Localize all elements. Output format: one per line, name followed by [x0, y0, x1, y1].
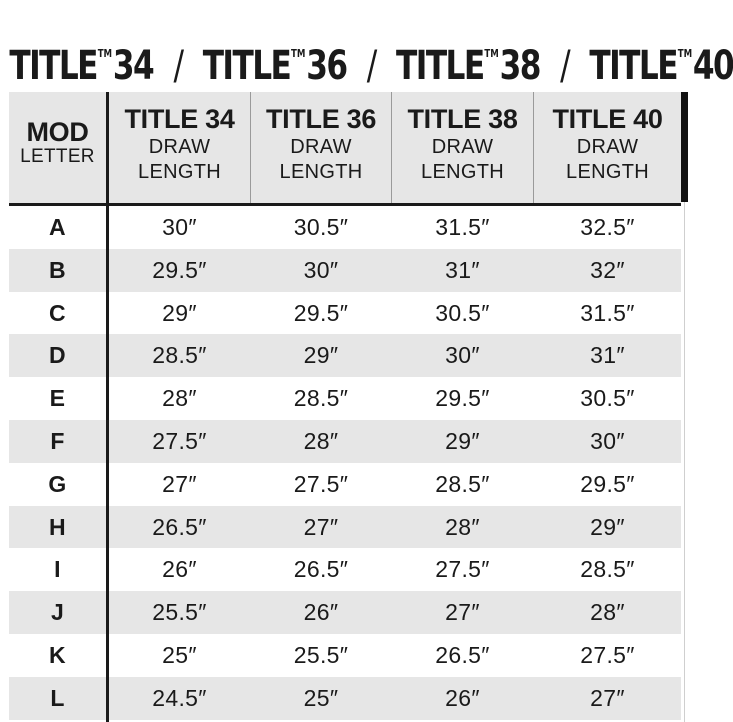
draw-length-cell: 28″: [590, 599, 625, 626]
mod-letter-cell: I: [54, 556, 61, 583]
mod-letter-cell: C: [49, 299, 66, 326]
separator: /: [366, 43, 376, 89]
mod-letter-cell: D: [49, 342, 66, 369]
draw-length-table: [9, 92, 688, 722]
draw-length-cell: 25″: [303, 684, 339, 711]
draw-length-cell: 25.5″: [152, 599, 207, 626]
table-row: [9, 420, 681, 463]
table-row: [9, 506, 681, 549]
draw-length-cell: 30″: [162, 214, 197, 240]
draw-length-cell: 30″: [590, 427, 625, 454]
table-row: [9, 634, 681, 677]
draw-length-cell: 29″: [590, 513, 625, 540]
header-mod-letter: MOD LETTER: [20, 117, 95, 167]
draw-length-cell: 31″: [590, 342, 625, 369]
header-divider: [391, 92, 392, 203]
draw-length-cell: 29″: [162, 299, 197, 326]
table-row: [9, 463, 681, 506]
mod-letter-cell: G: [48, 470, 67, 497]
draw-length-cell: 25.5″: [293, 641, 349, 668]
draw-length-cell: 27.5″: [435, 556, 490, 583]
header-title-40: TITLE 40 DRAW LENGTH: [552, 104, 663, 183]
draw-length-cell: 28.5″: [293, 385, 349, 412]
draw-length-cell: 30″: [303, 256, 339, 283]
draw-length-cell: 29″: [445, 427, 480, 454]
draw-length-cell: 28.5″: [435, 470, 490, 497]
draw-length-cell: 26″: [162, 556, 197, 583]
title-38-label: TITLE™38: [396, 43, 540, 89]
table-row: [9, 334, 681, 377]
draw-length-cell: 31″: [445, 256, 480, 283]
draw-length-cell: 26.5″: [435, 641, 490, 668]
draw-length-cell: 27.5″: [580, 641, 635, 668]
draw-length-cell: 28.5″: [580, 556, 635, 583]
header-title-36: TITLE 36 DRAW LENGTH: [265, 104, 377, 183]
mod-letter-cell: F: [50, 427, 65, 454]
mod-letter-cell: K: [49, 641, 66, 668]
table-header: [9, 92, 681, 206]
title-34-label: TITLE™34: [9, 43, 154, 89]
draw-length-cell: 27″: [303, 513, 339, 540]
draw-length-cell: 24.5″: [152, 684, 207, 711]
table-row: [9, 548, 681, 591]
draw-length-cell: 27.5″: [293, 470, 349, 497]
draw-length-cell: 32.5″: [580, 214, 635, 240]
draw-length-cell: 28″: [303, 427, 339, 454]
draw-length-cell: 30.5″: [580, 385, 635, 412]
title-40-label: TITLE™40: [589, 43, 733, 89]
mod-letter-cell: A: [49, 214, 66, 240]
separator: /: [173, 43, 183, 89]
table-row: [9, 206, 681, 249]
header-title-34: TITLE 34 DRAW LENGTH: [124, 104, 235, 183]
draw-length-cell: 28″: [445, 513, 480, 540]
page-title: [0, 30, 733, 89]
draw-length-cell: 28.5″: [152, 342, 207, 369]
right-edge-line: [684, 202, 685, 722]
draw-length-cell: 28″: [162, 385, 197, 412]
header-divider: [533, 92, 534, 203]
title-36-label: TITLE™36: [202, 43, 347, 89]
draw-length-cell: 25″: [162, 641, 197, 668]
draw-length-cell: 29″: [303, 342, 339, 369]
table-row: [9, 249, 681, 292]
separator: /: [560, 43, 570, 89]
draw-length-cell: 27″: [162, 470, 197, 497]
table-row: [9, 677, 681, 720]
draw-length-cell: 29.5″: [435, 385, 490, 412]
mod-letter-cell: E: [49, 385, 66, 412]
draw-length-cell: 29.5″: [152, 256, 207, 283]
draw-length-cell: 31.5″: [435, 214, 490, 240]
draw-length-cell: 27.5″: [152, 427, 207, 454]
draw-length-cell: 27″: [445, 599, 480, 626]
draw-length-cell: 26″: [445, 684, 480, 711]
draw-length-cell: 31.5″: [580, 299, 635, 326]
table-body: [9, 206, 681, 720]
letter-column-divider: [106, 92, 109, 722]
mod-letter-cell: L: [50, 684, 65, 711]
draw-length-cell: 32″: [590, 256, 625, 283]
draw-length-cell: 26.5″: [152, 513, 207, 540]
table-row: [9, 591, 681, 634]
draw-length-cell: 30.5″: [293, 214, 349, 240]
mod-letter-cell: H: [49, 513, 66, 540]
draw-length-cell: 29.5″: [293, 299, 349, 326]
draw-length-cell: 30.5″: [435, 299, 490, 326]
header-title-38: TITLE 38 DRAW LENGTH: [407, 104, 518, 183]
mod-letter-cell: B: [49, 256, 66, 283]
draw-length-cell: 27″: [590, 684, 625, 711]
draw-length-cell: 29.5″: [580, 470, 635, 497]
right-edge-bar: [681, 92, 688, 202]
table-row: [9, 377, 681, 420]
draw-length-cell: 30″: [445, 342, 480, 369]
table-row: [9, 292, 681, 335]
draw-length-cell: 26.5″: [293, 556, 349, 583]
draw-length-cell: 26″: [303, 599, 339, 626]
mod-letter-cell: J: [50, 599, 65, 626]
header-divider: [250, 92, 251, 203]
